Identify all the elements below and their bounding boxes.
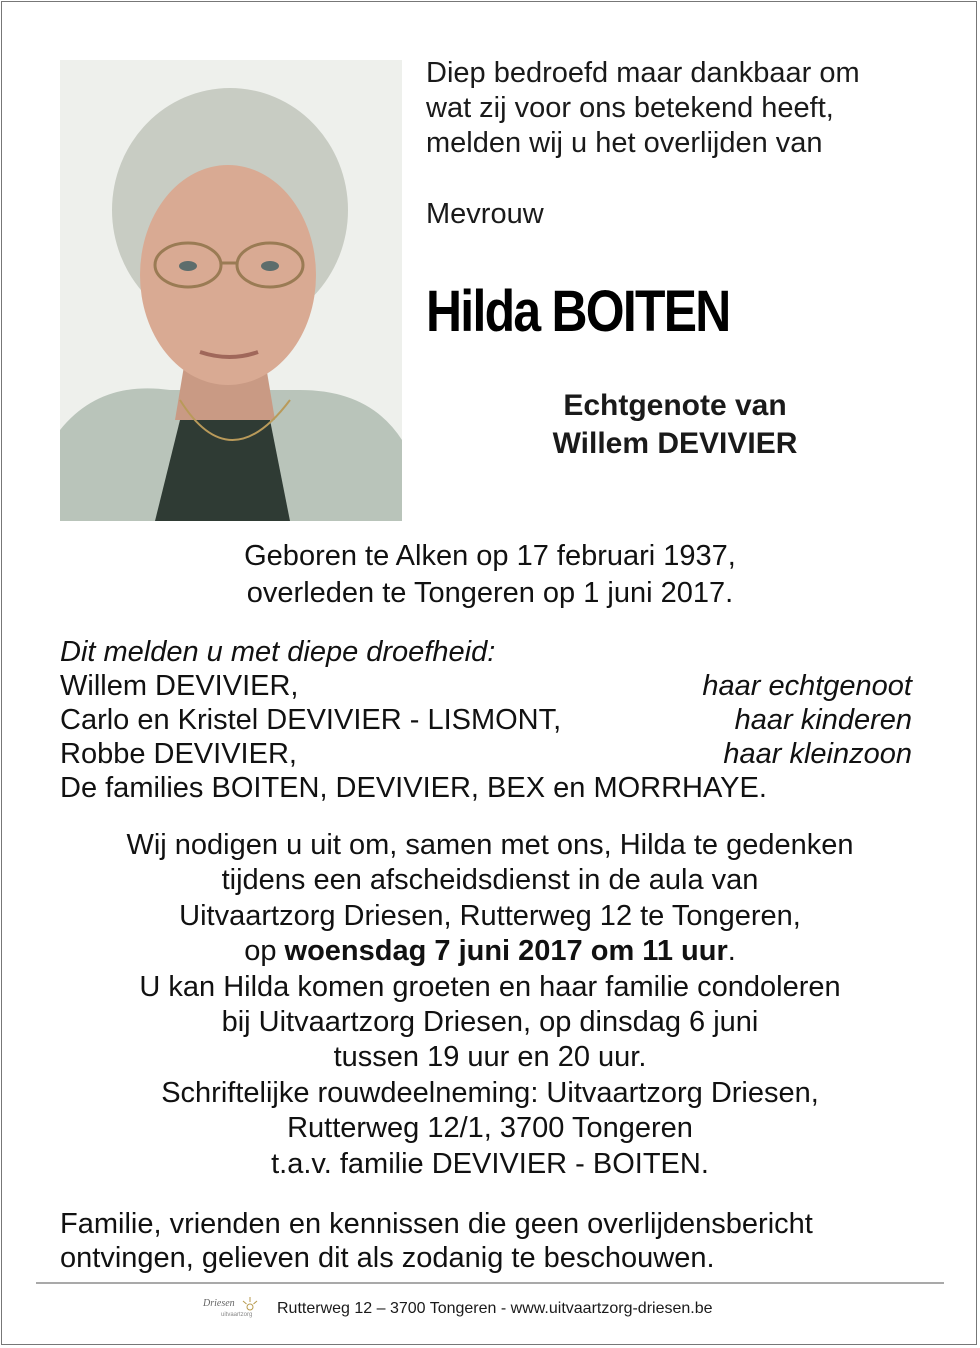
- invitation-date-line: [0, 934, 980, 969]
- mourner-relation: haar echtgenoot: [702, 670, 912, 702]
- intro-line: Diep bedroefd maar dankbaar om: [426, 57, 860, 89]
- mourner-row: [60, 737, 912, 771]
- logo-subtext: uitvaartzorg: [221, 1312, 253, 1318]
- invitation-line: U kan Hilda komen groeten en haar familie condoleren: [139, 970, 841, 1003]
- closing-line: ontvingen, gelieven dit als zodanig te beschouwen.: [60, 1242, 715, 1274]
- date-prefix: op: [244, 935, 285, 968]
- invitation-line: tussen 19 uur en 20 uur.: [333, 1041, 647, 1074]
- mourner-name: Willem DEVIVIER,: [60, 670, 299, 702]
- invitation-line: t.a.v. familie DEVIVIER - BOITEN.: [271, 1147, 709, 1180]
- mourner-name: Carlo en Kristel DEVIVIER - LISMONT,: [60, 704, 562, 736]
- footer-divider: [36, 1282, 944, 1284]
- families-line: De families BOITEN, DEVIVIER, BEX en MORRHAYE.: [60, 772, 767, 804]
- death-line: overleden te Tongeren op 1 juni 2017.: [246, 577, 734, 609]
- spouse-label: Echtgenote van: [563, 389, 787, 422]
- invitation-line: Schriftelijke rouwdeelneming: Uitvaartzorg Driesen,: [161, 1076, 819, 1109]
- intro-text: [426, 56, 860, 161]
- intro-line: melden wij u het overlijden van: [426, 127, 823, 159]
- mourner-relation: haar kleinzoon: [723, 738, 912, 770]
- mourner-row: [60, 669, 912, 703]
- spouse-block: [480, 387, 870, 463]
- mourner-relation: haar kinderen: [734, 704, 912, 736]
- closing-line: Familie, vrienden en kennissen die geen overlijdensbericht: [60, 1208, 813, 1240]
- invitation-line: Uitvaartzorg Driesen, Rutterweg 12 te Tongeren,: [179, 899, 801, 932]
- date-suffix: .: [727, 935, 736, 968]
- invitation-line: tijdens een afscheidsdienst in de aula van: [221, 864, 759, 897]
- closing-text: [60, 1207, 813, 1275]
- mourner-name: Robbe DEVIVIER,: [60, 738, 297, 770]
- sun-icon: [241, 1296, 259, 1314]
- deceased-name: Hilda BOITEN: [426, 279, 730, 344]
- footer-address: Rutterweg 12 – 3700 Tongeren - www.uitvaartzorg-driesen.be: [277, 1300, 713, 1317]
- driesen-logo: [203, 1296, 263, 1326]
- portrait-photo: [60, 60, 402, 521]
- logo-text: Driesen: [203, 1298, 235, 1309]
- honorific: Mevrouw: [426, 198, 544, 230]
- birth-death-dates: [0, 538, 980, 612]
- birth-line: Geboren te Alken op 17 februari 1937,: [244, 540, 736, 572]
- mourners-heading: Dit melden u met diepe droefheid:: [60, 636, 496, 668]
- service-date: woensdag 7 juni 2017 om 11 uur: [284, 935, 728, 968]
- invitation-text: [0, 828, 980, 1182]
- mourner-row: [60, 703, 912, 737]
- invitation-line: bij Uitvaartzorg Driesen, op dinsdag 6 juni: [221, 1006, 759, 1039]
- footer: [0, 1296, 980, 1326]
- mourners-list: [60, 635, 912, 805]
- spouse-name: Willem DEVIVIER: [552, 427, 798, 460]
- invitation-line: Rutterweg 12/1, 3700 Tongeren: [287, 1112, 693, 1145]
- invitation-line: Wij nodigen u uit om, samen met ons, Hilda te gedenken: [126, 829, 854, 861]
- intro-line: wat zij voor ons betekend heeft,: [426, 92, 834, 124]
